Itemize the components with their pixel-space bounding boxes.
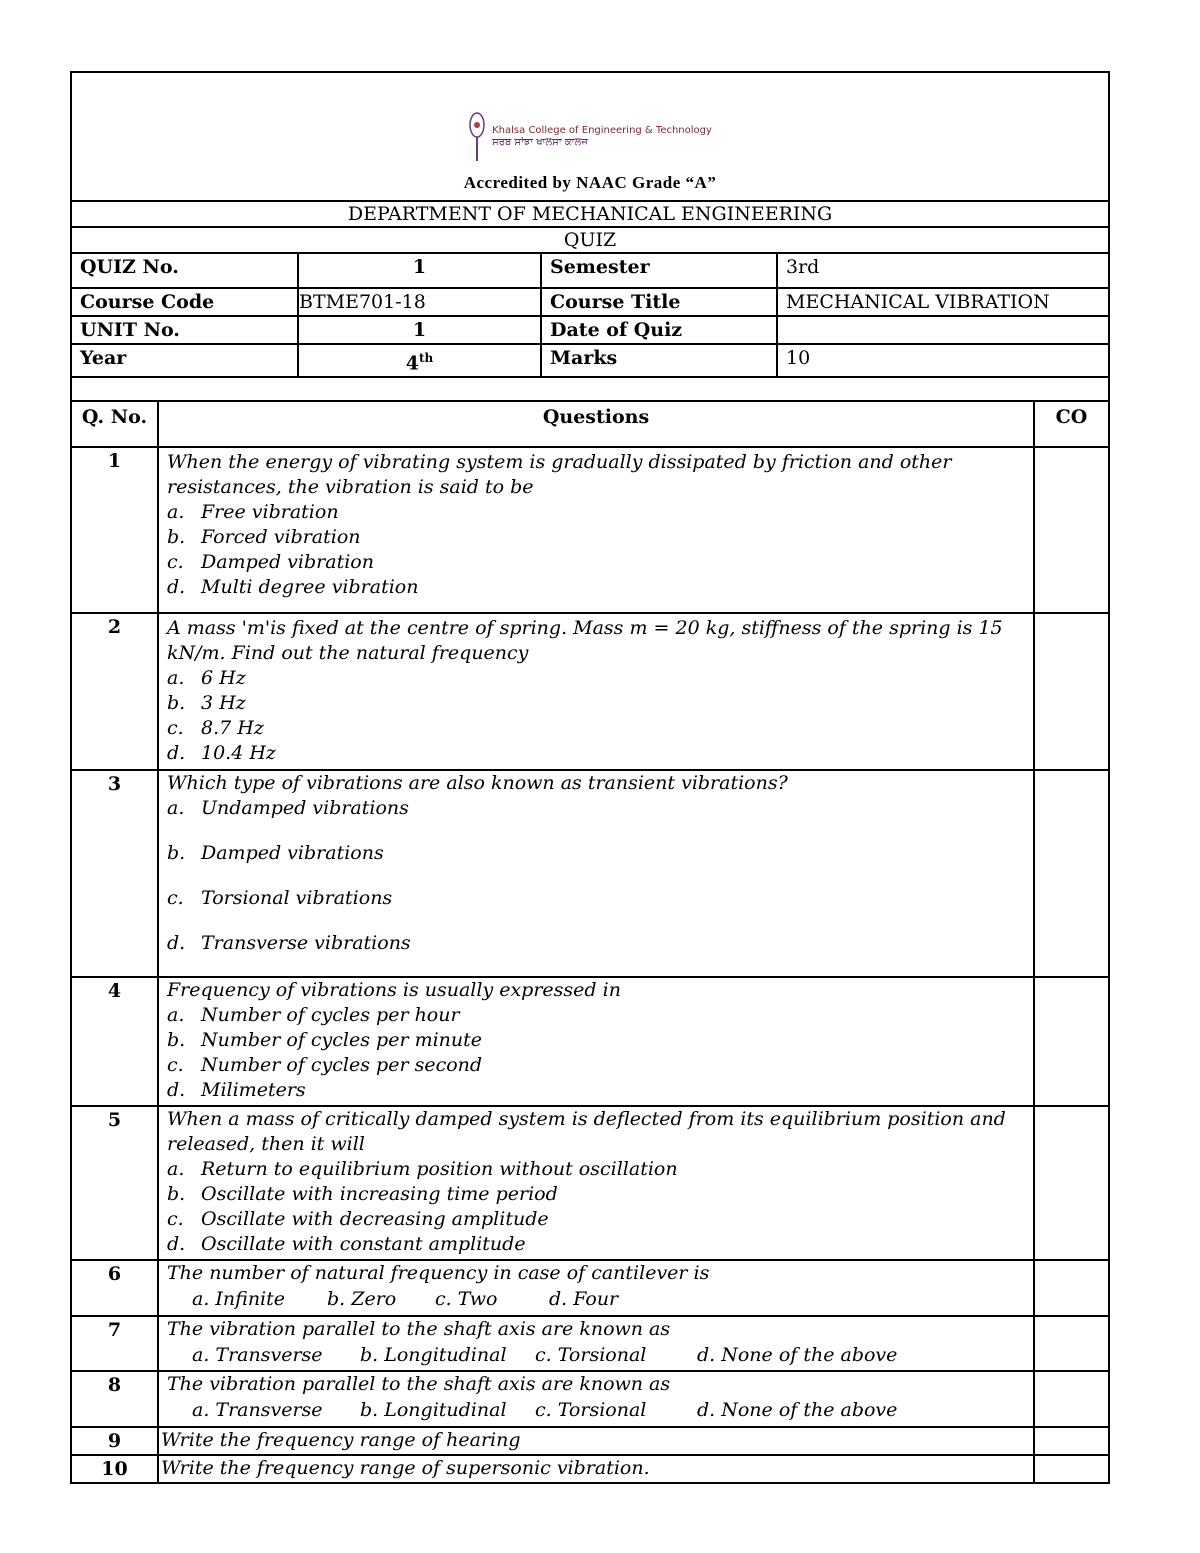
question-row xyxy=(71,1455,1109,1483)
question-number: 10 xyxy=(71,1455,158,1483)
course-code-value: BTME701-18 xyxy=(298,288,541,316)
question-number: 9 xyxy=(71,1427,158,1455)
option-c: c. Oscillate with decreasing amplitude xyxy=(167,1208,549,1231)
option-d: d. Four xyxy=(549,1288,619,1311)
course-code-label: Course Code xyxy=(71,288,298,316)
question-number: 2 xyxy=(71,613,158,770)
question-text: Write the frequency range of supersonic vibration. xyxy=(158,1455,1034,1483)
option-b: b. Longitudinal xyxy=(360,1399,507,1422)
inline-options xyxy=(167,1342,1025,1368)
inline-options xyxy=(167,1397,1025,1423)
question-row xyxy=(71,1316,1109,1371)
option-b: b. 3 Hz xyxy=(167,692,246,715)
option-d: d. Multi degree vibration xyxy=(167,576,419,599)
unit-label: UNIT No. xyxy=(71,316,298,344)
question-cell xyxy=(158,977,1034,1106)
co-cell xyxy=(1034,1455,1109,1483)
question-cell xyxy=(158,447,1034,613)
option-c: c. Torsional vibrations xyxy=(167,887,393,910)
semester-label: Semester xyxy=(541,253,777,288)
question-number: 4 xyxy=(71,977,158,1106)
co-cell xyxy=(1034,447,1109,613)
option-c: c. Two xyxy=(435,1288,498,1311)
option-a: a. Free vibration xyxy=(167,501,339,524)
option-d: d. Milimeters xyxy=(167,1079,306,1102)
question-row xyxy=(71,447,1109,613)
question-number: 5 xyxy=(71,1106,158,1260)
question-cell xyxy=(158,613,1034,770)
logo-line-1: Khalsa College of Engineering & Technology xyxy=(492,125,712,136)
co-cell xyxy=(1034,1106,1109,1260)
course-title-value: MECHANICAL VIBRATION xyxy=(777,288,1109,316)
option-b: b. Forced vibration xyxy=(167,526,361,549)
question-text: The vibration parallel to the shaft axis are known as xyxy=(167,1373,671,1396)
question-number: 6 xyxy=(71,1260,158,1316)
option-d: d. 10.4 Hz xyxy=(167,742,276,765)
college-logo xyxy=(468,111,712,163)
question-text: The number of natural frequency in case of cantilever is xyxy=(167,1262,710,1285)
co-cell xyxy=(1034,1427,1109,1455)
quiz-no-value: 1 xyxy=(298,253,541,288)
question-text: The vibration parallel to the shaft axis are known as xyxy=(167,1318,671,1341)
question-row xyxy=(71,1427,1109,1455)
unit-value: 1 xyxy=(298,316,541,344)
option-a: a. Undamped vibrations xyxy=(167,797,409,820)
course-title-label: Course Title xyxy=(541,288,777,316)
year-number: 4 xyxy=(405,352,419,375)
option-b: b. Number of cycles per minute xyxy=(167,1029,483,1052)
co-cell xyxy=(1034,770,1109,977)
quiz-no-label: QUIZ No. xyxy=(71,253,298,288)
doc-type-title: QUIZ xyxy=(71,227,1109,253)
co-cell xyxy=(1034,1371,1109,1427)
question-number: 3 xyxy=(71,770,158,977)
accreditation-text: Accredited by NAAC Grade “A” xyxy=(463,173,717,192)
department-title: DEPARTMENT OF MECHANICAL ENGINEERING xyxy=(71,201,1109,227)
quiz-sheet xyxy=(70,71,1108,1484)
option-c: c. Damped vibration xyxy=(167,551,374,574)
question-cell xyxy=(158,1260,1034,1316)
question-text: Write the frequency range of hearing xyxy=(158,1427,1034,1455)
question-text: Frequency of vibrations is usually expressed in xyxy=(167,979,621,1002)
question-cell xyxy=(158,1106,1034,1260)
option-a: a. 6 Hz xyxy=(167,667,246,690)
question-number: 1 xyxy=(71,447,158,613)
question-text: When a mass of critically damped system is deflected from its equilibrium position and released, then it will xyxy=(167,1108,1006,1156)
question-text: Which type of vibrations are also known as transient vibrations? xyxy=(167,772,788,795)
question-row xyxy=(71,1371,1109,1427)
header-table xyxy=(70,71,1110,402)
option-c: c. Number of cycles per second xyxy=(167,1054,483,1077)
question-row xyxy=(71,770,1109,977)
emblem-icon xyxy=(468,111,486,163)
co-cell xyxy=(1034,1316,1109,1371)
question-row xyxy=(71,1106,1109,1260)
year-suffix: th xyxy=(418,351,434,365)
marks-value: 10 xyxy=(777,344,1109,377)
option-d: d. Transverse vibrations xyxy=(167,932,411,955)
marks-label: Marks xyxy=(541,344,777,377)
option-c: c. 8.7 Hz xyxy=(167,717,264,740)
date-label: Date of Quiz xyxy=(541,316,777,344)
semester-value: 3rd xyxy=(777,253,1109,288)
option-a: a. Return to equilibrium position without oscillation xyxy=(167,1158,678,1181)
year-label: Year xyxy=(71,344,298,377)
option-a: a. Transverse xyxy=(192,1344,323,1367)
option-c: c. Torsional xyxy=(535,1399,647,1422)
year-value xyxy=(298,344,541,377)
date-value xyxy=(777,316,1109,344)
col-header-co: CO xyxy=(1034,401,1109,447)
co-cell xyxy=(1034,977,1109,1106)
co-cell xyxy=(1034,613,1109,770)
co-cell xyxy=(1034,1260,1109,1316)
questions-table xyxy=(70,400,1110,1484)
question-text: A mass 'm'is fixed at the centre of spring. Mass m = 20 kg, stiffness of the spring is 15 kN/m. Find out the natural frequency xyxy=(167,617,1003,665)
option-d: d. None of the above xyxy=(697,1399,898,1422)
option-d: d. Oscillate with constant amplitude xyxy=(167,1233,526,1256)
option-b: b. Zero xyxy=(327,1288,397,1311)
option-d: d. None of the above xyxy=(697,1344,898,1367)
option-a: a. Transverse xyxy=(192,1399,323,1422)
logo-cell xyxy=(71,72,1109,201)
option-c: c. Torsional xyxy=(535,1344,647,1367)
option-b: b. Damped vibrations xyxy=(167,842,384,865)
question-cell xyxy=(158,1371,1034,1427)
question-number: 8 xyxy=(71,1371,158,1427)
option-a: a. Number of cycles per hour xyxy=(167,1004,460,1027)
inline-options xyxy=(167,1286,1025,1312)
logo-line-2: ਸਰਬ ਸਾਂਝਾ ਖਾਲਸਾ ਕਾਲਜ xyxy=(492,137,588,148)
option-b: b. Oscillate with increasing time period xyxy=(167,1183,558,1206)
col-header-qno: Q. No. xyxy=(71,401,158,447)
question-text: When the energy of vibrating system is gradually dissipated by friction and other resistances, the vibration is said to be xyxy=(167,451,952,499)
question-cell xyxy=(158,770,1034,977)
question-row xyxy=(71,1260,1109,1316)
option-b: b. Longitudinal xyxy=(360,1344,507,1367)
spacer-row xyxy=(71,377,1109,401)
question-cell xyxy=(158,1316,1034,1371)
col-header-questions: Questions xyxy=(158,401,1034,447)
question-row xyxy=(71,613,1109,770)
question-number: 7 xyxy=(71,1316,158,1371)
option-a: a. Infinite xyxy=(192,1288,286,1311)
question-row xyxy=(71,977,1109,1106)
